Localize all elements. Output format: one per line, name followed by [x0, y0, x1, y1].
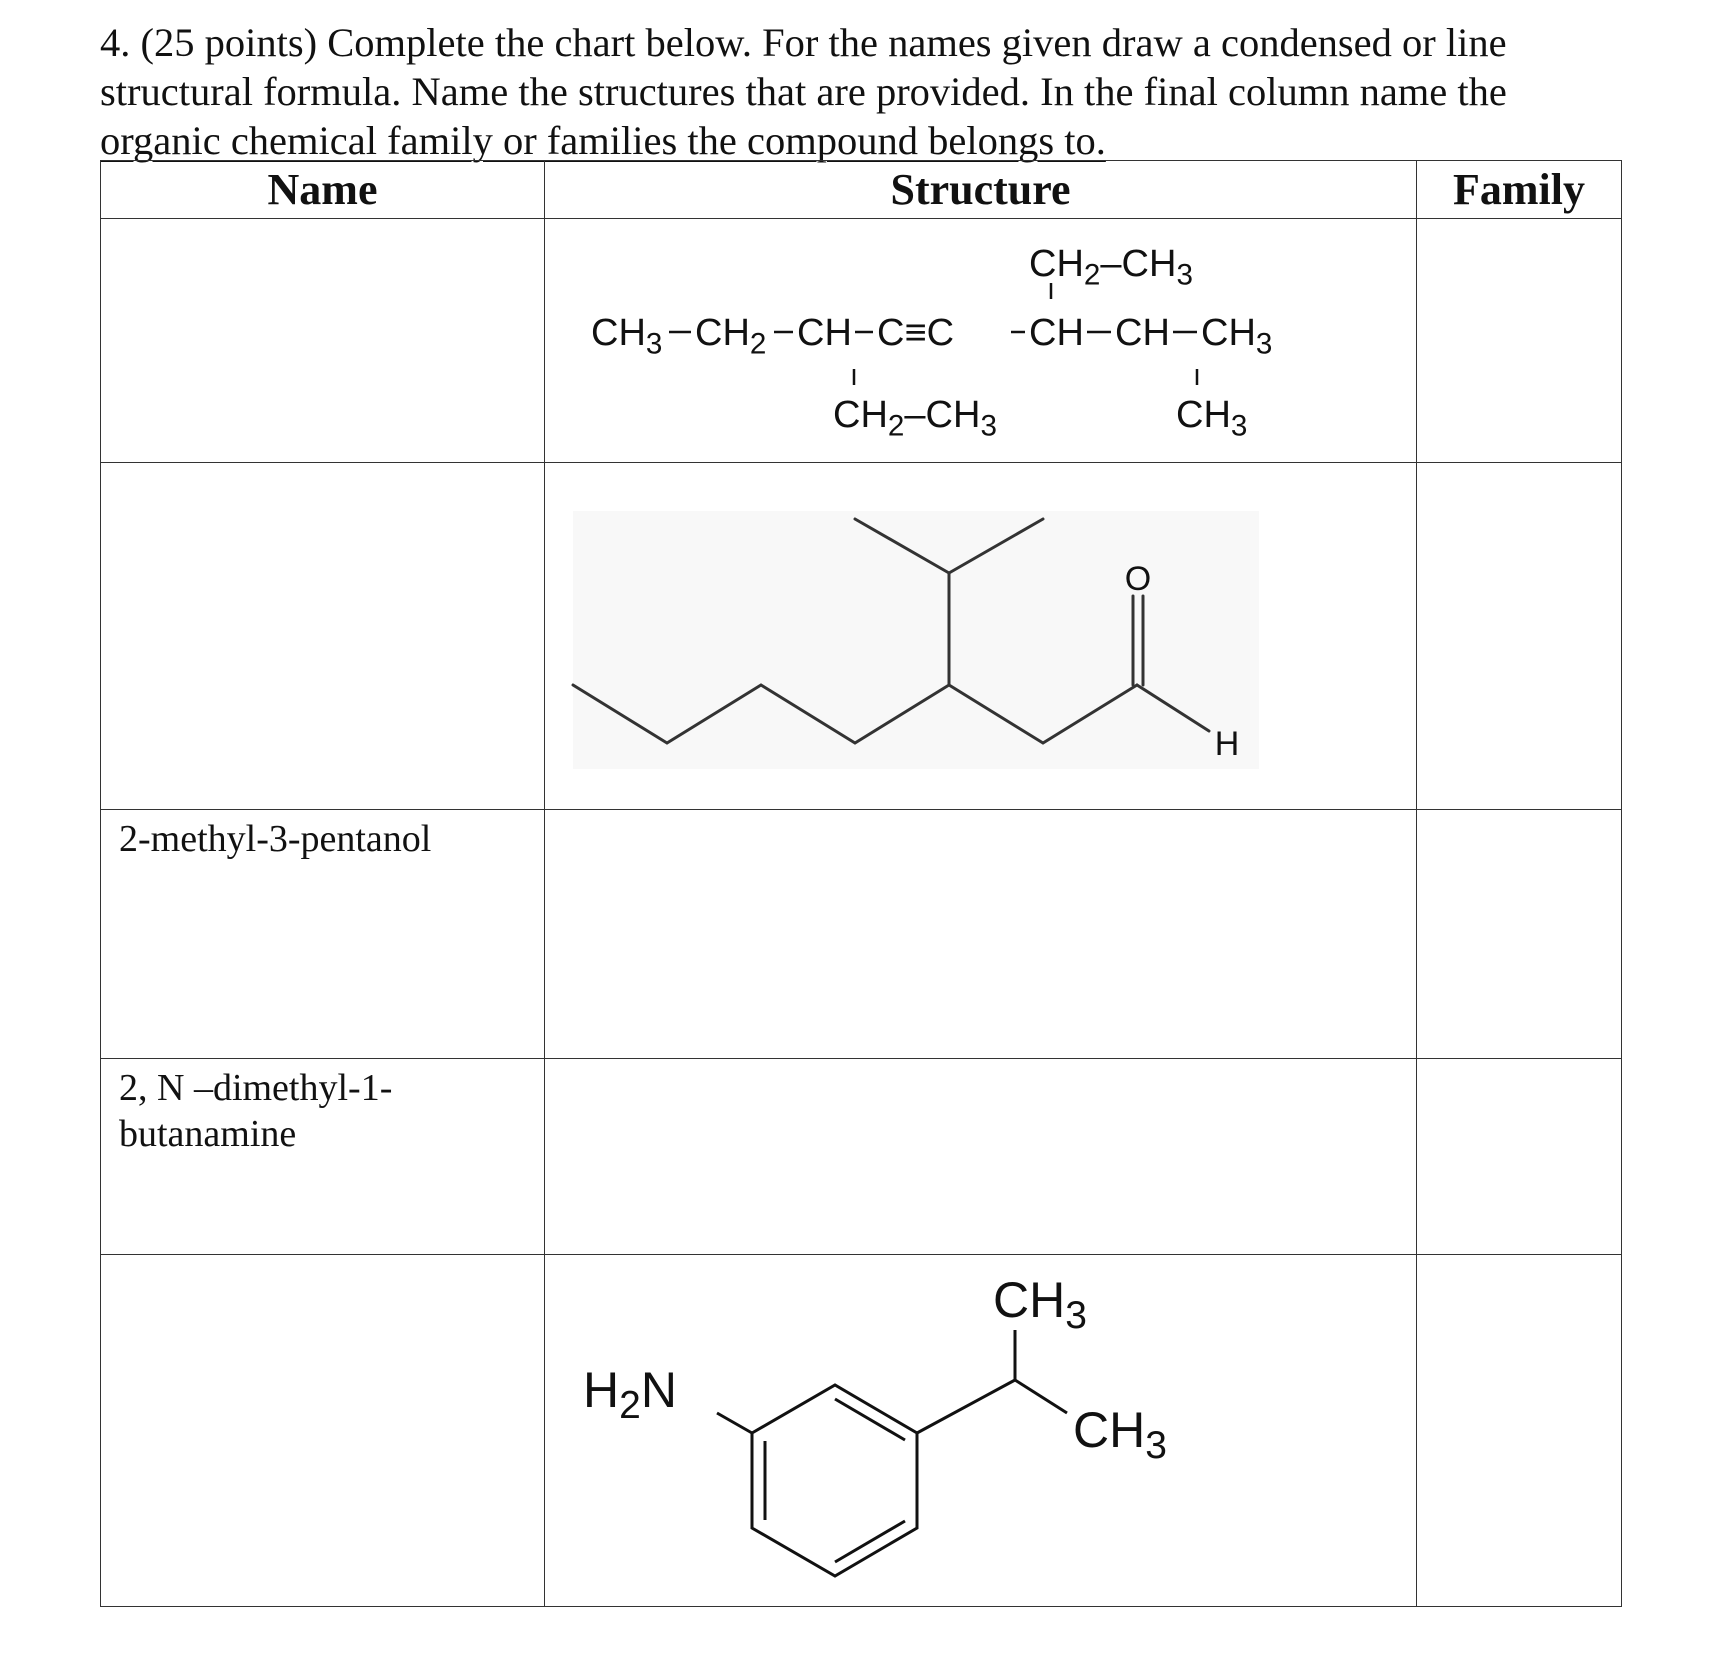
top-methyl-label: $CH_3$ [993, 1272, 1087, 1337]
top-branch-label: $CH_2-CH_3$ [1029, 243, 1193, 292]
name-cell[interactable] [101, 463, 545, 810]
name-cell[interactable] [101, 1059, 545, 1255]
header-row [101, 161, 1622, 219]
isopropyl-bond [917, 1380, 1015, 1433]
amine-bond [717, 1413, 752, 1433]
structure-cell[interactable] [545, 810, 1417, 1059]
family-cell[interactable] [1417, 810, 1622, 1059]
header-structure: Structure [545, 161, 1417, 219]
compound-name: 2-methyl-3-pentanol [119, 818, 432, 860]
name-cell[interactable] [101, 1255, 545, 1607]
table-row [101, 219, 1622, 463]
family-cell[interactable] [1417, 219, 1622, 463]
aniline-structure [545, 1255, 1417, 1601]
amine-label: $H_2N$ [583, 1362, 677, 1427]
chain-ch3-left: $CH_3$ [591, 312, 663, 361]
table-row [101, 1255, 1622, 1607]
family-cell[interactable] [1417, 463, 1622, 810]
chain-ch-2: CH [1029, 312, 1084, 354]
oxygen-label: O [1124, 560, 1152, 598]
family-cell[interactable] [1417, 1255, 1622, 1607]
header-name: Name [101, 161, 545, 219]
compound-name-line-2: butanamine [119, 1113, 297, 1155]
bottom-branch-left-label: $CH_2-CH_3$ [833, 394, 997, 443]
header-family: Family [1417, 161, 1622, 219]
table-row [101, 1059, 1622, 1255]
family-cell[interactable] [1417, 1059, 1622, 1255]
name-cell[interactable] [101, 810, 545, 1059]
chain-ch3-right: $CH_3$ [1201, 312, 1273, 361]
structure-cell [545, 463, 1417, 810]
chart-table [100, 160, 1622, 1607]
name-cell[interactable] [101, 219, 545, 463]
chain-ch-1: CH [797, 312, 852, 354]
question-text [100, 18, 1660, 165]
question-line-3: organic chemical family or families the compound belongs to. [100, 118, 1106, 163]
methyl-bond-side [1015, 1380, 1067, 1413]
chain-ch2: $CH_2$ [695, 312, 767, 361]
structure-cell[interactable] [545, 1059, 1417, 1255]
bottom-branch-right-label: $CH_3$ [1176, 394, 1248, 443]
benzene-ring [752, 1385, 917, 1576]
structure-cell [545, 1255, 1417, 1607]
side-methyl-label: $CH_3$ [1073, 1402, 1167, 1467]
hydrogen-label: H [1214, 725, 1240, 763]
chain-ch-3: CH [1115, 312, 1170, 354]
structure-cell [545, 219, 1417, 463]
alkyne-structure [545, 219, 1417, 457]
compound-name-line-1: 2, N –dimethyl-1- [119, 1067, 393, 1109]
question-line-2: structural formula. Name the structures that are provided. In the final column name the [100, 69, 1507, 114]
table-row [101, 810, 1622, 1059]
table-row [101, 463, 1622, 810]
aldehyde-structure [545, 463, 1417, 804]
structure-image-background [573, 511, 1259, 769]
chain-alkyne: C≡C [877, 312, 955, 354]
question-line-1: 4. (25 points) Complete the chart below. For the names given draw a condensed or line [100, 20, 1507, 65]
